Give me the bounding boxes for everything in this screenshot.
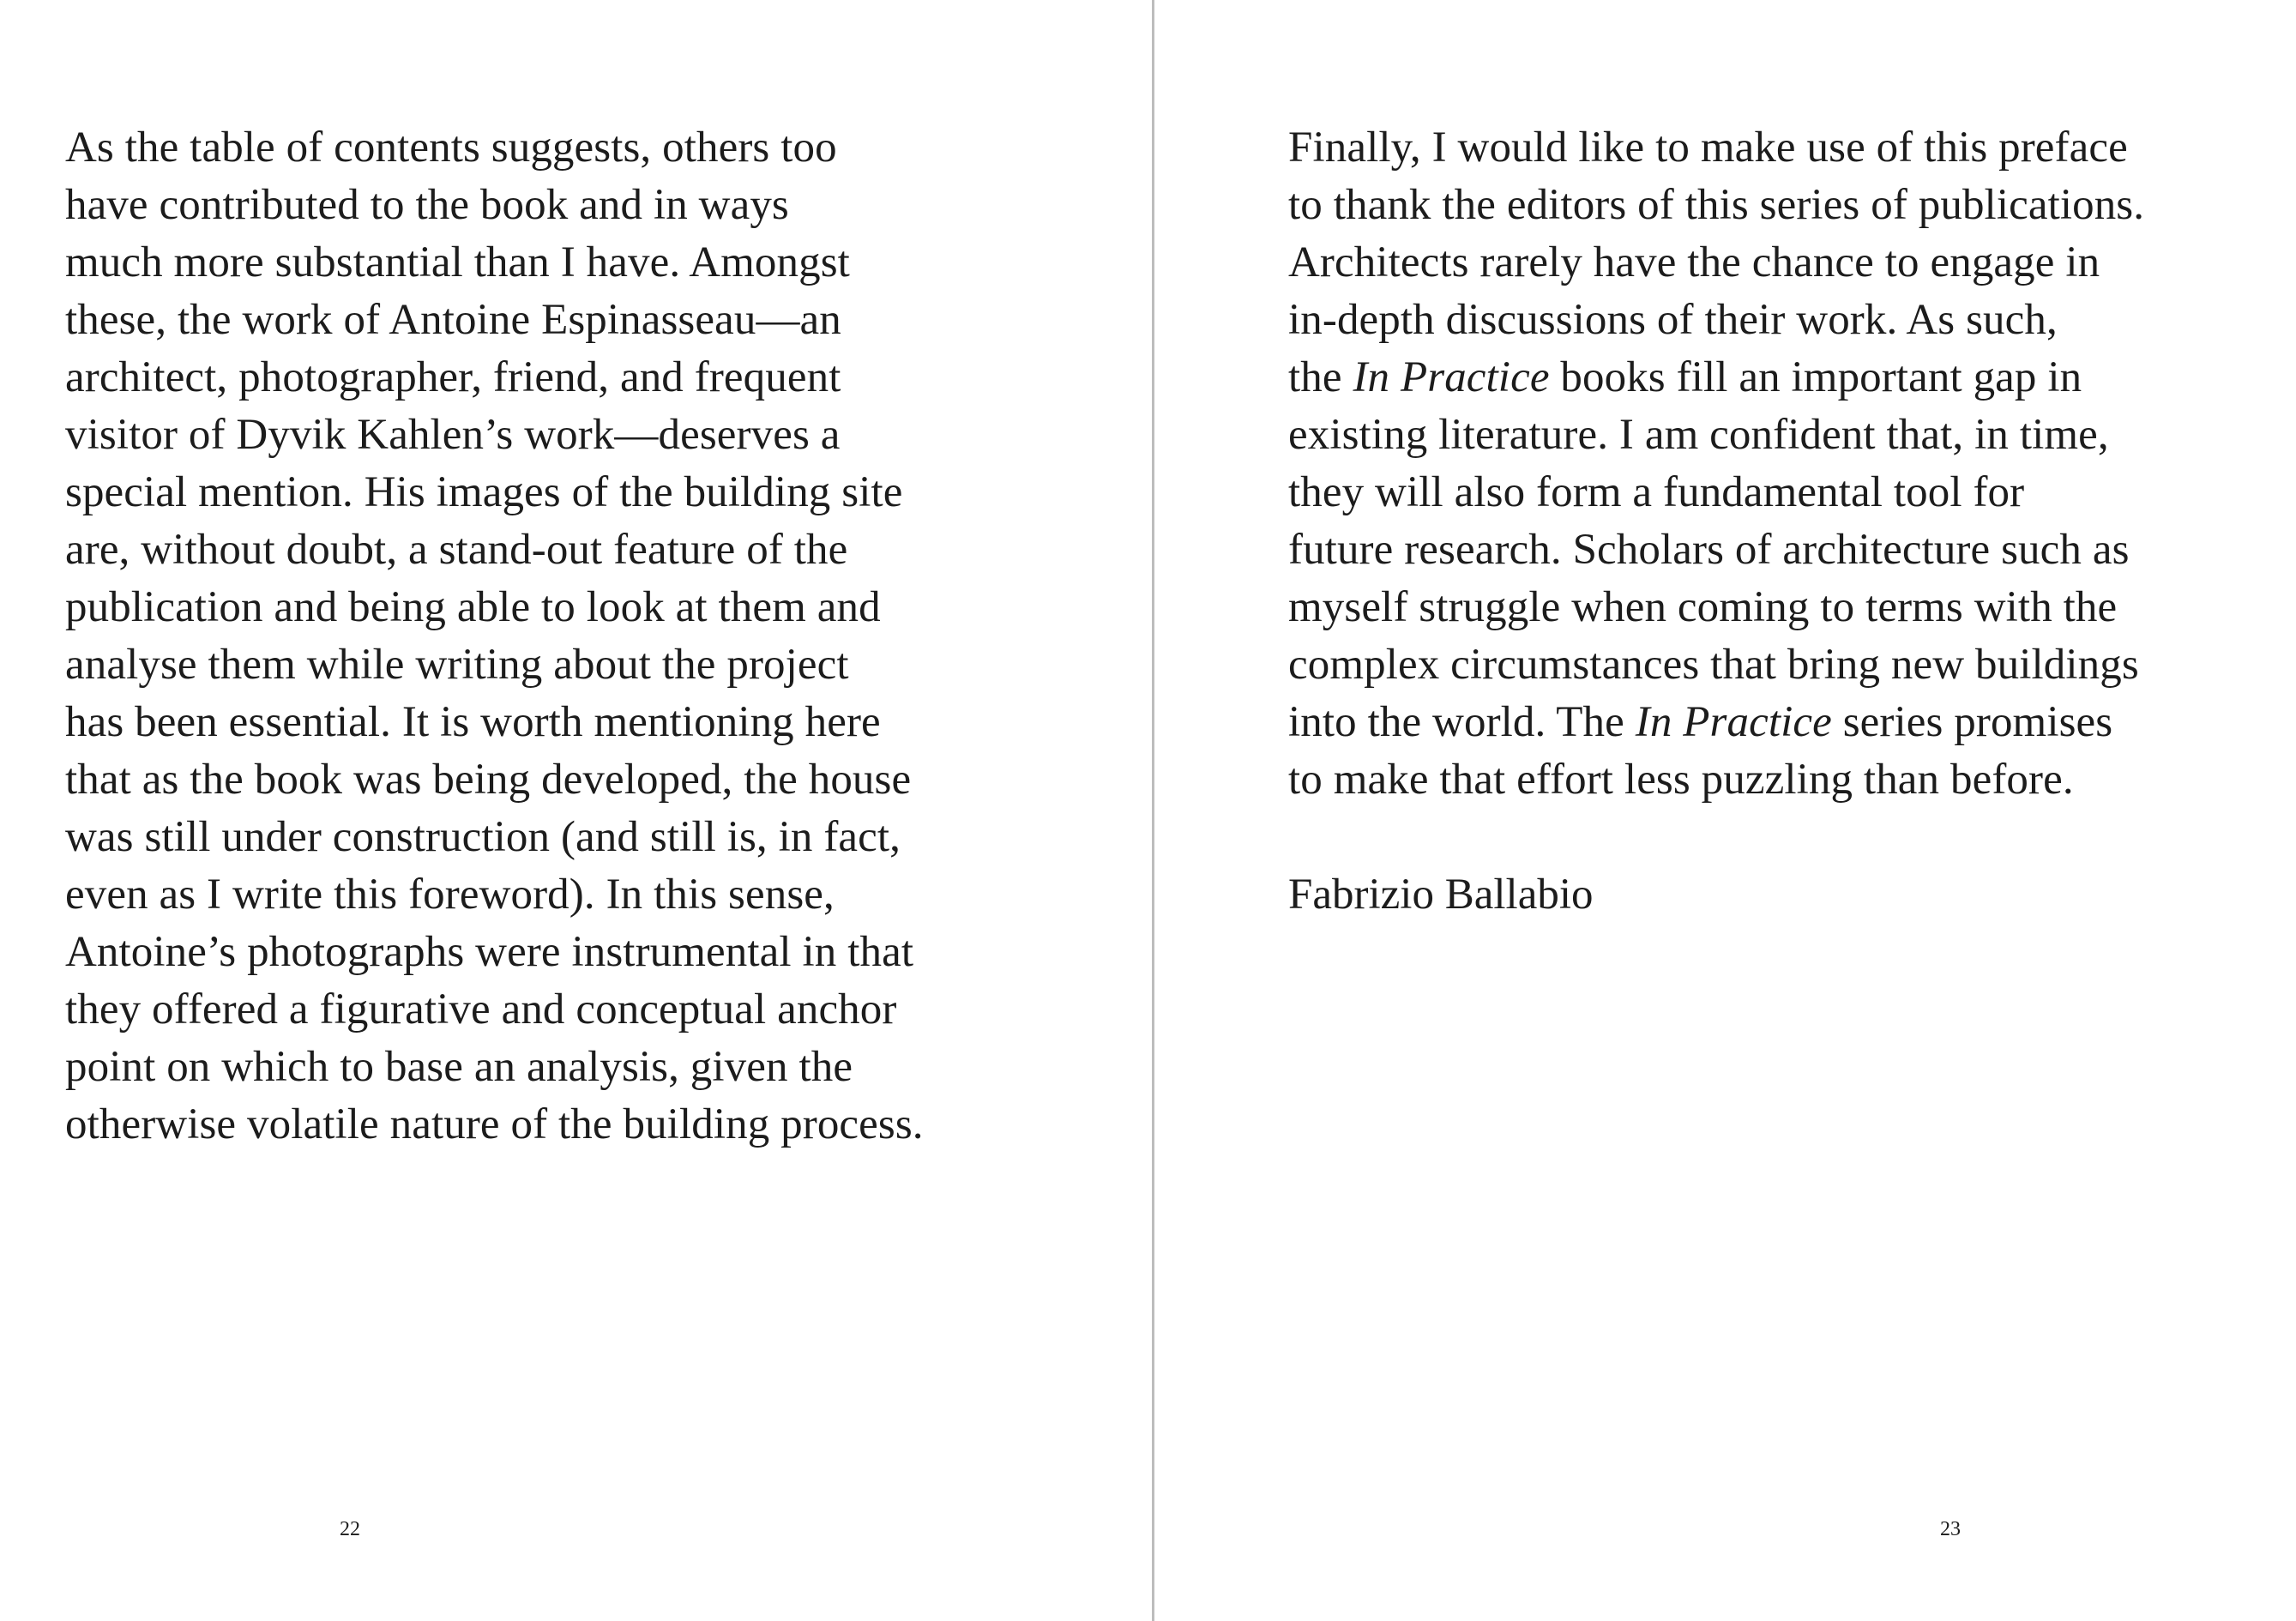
- body-line: publication and being able to look at them and: [65, 583, 881, 631]
- body-line: architect, photographer, friend, and frequent: [65, 353, 841, 401]
- body-line: that as the book was being developed, the house: [65, 756, 912, 804]
- body-line: Antoine’s photographs were instrumental in that: [65, 928, 914, 976]
- body-line: much more substantial than I have. Amongst: [65, 238, 850, 286]
- body-line: in-depth discussions of their work. As such,: [1288, 296, 2058, 344]
- body-line: As the table of contents suggests, others too: [65, 124, 837, 172]
- body-line: have contributed to the book and in ways: [65, 181, 789, 229]
- series-title-italic: In Practice: [1353, 353, 1550, 401]
- body-line: Finally, I would like to make use of this preface: [1288, 124, 2128, 172]
- page-gutter: [1152, 0, 1154, 1621]
- body-line: they offered a figurative and conceptual anchor: [65, 985, 897, 1033]
- body-line: special mention. His images of the building site: [65, 468, 903, 516]
- left-page-body: [65, 119, 924, 1154]
- page-number-right: 23: [1940, 1518, 1961, 1540]
- body-line: point on which to base an analysis, given the: [65, 1043, 853, 1091]
- text-run: books fill an important gap in: [1549, 353, 2082, 401]
- text-run: the: [1288, 353, 1353, 401]
- body-line: even as I write this foreword). In this sense,: [65, 871, 835, 919]
- right-page-body: [1288, 119, 2144, 809]
- body-line: [1288, 694, 2144, 751]
- body-line: analyse them while writing about the project: [65, 641, 849, 689]
- series-title-italic: In Practice: [1635, 698, 1832, 746]
- body-line: otherwise volatile nature of the building process.: [65, 1100, 924, 1148]
- body-line: to thank the editors of this series of publications.: [1288, 181, 2145, 229]
- body-line: future research. Scholars of architecture such as: [1288, 526, 2130, 574]
- body-line: was still under construction (and still is, in fact,: [65, 813, 901, 861]
- text-run: into the world. The: [1288, 698, 1636, 746]
- body-line: they will also form a fundamental tool for: [1288, 468, 2025, 516]
- body-line: to make that effort less puzzling than before.: [1288, 756, 2074, 804]
- body-line: complex circumstances that bring new buildings: [1288, 641, 2139, 689]
- body-line: Architects rarely have the chance to engage in: [1288, 238, 2100, 286]
- body-line: myself struggle when coming to terms with the: [1288, 583, 2118, 631]
- body-line: visitor of Dyvik Kahlen’s work—deserves a: [65, 411, 841, 459]
- body-line: has been essential. It is worth mentioning here: [65, 698, 881, 746]
- body-line: are, without doubt, a stand-out feature of the: [65, 526, 848, 574]
- body-line: these, the work of Antoine Espinasseau—an: [65, 296, 841, 344]
- author-signature: Fabrizio Ballabio: [1288, 871, 1594, 919]
- body-line: existing literature. I am confident that, in time,: [1288, 411, 2109, 459]
- text-run: series promises: [1831, 698, 2113, 746]
- body-line: [1288, 349, 2144, 407]
- page-number-left: 22: [340, 1518, 360, 1540]
